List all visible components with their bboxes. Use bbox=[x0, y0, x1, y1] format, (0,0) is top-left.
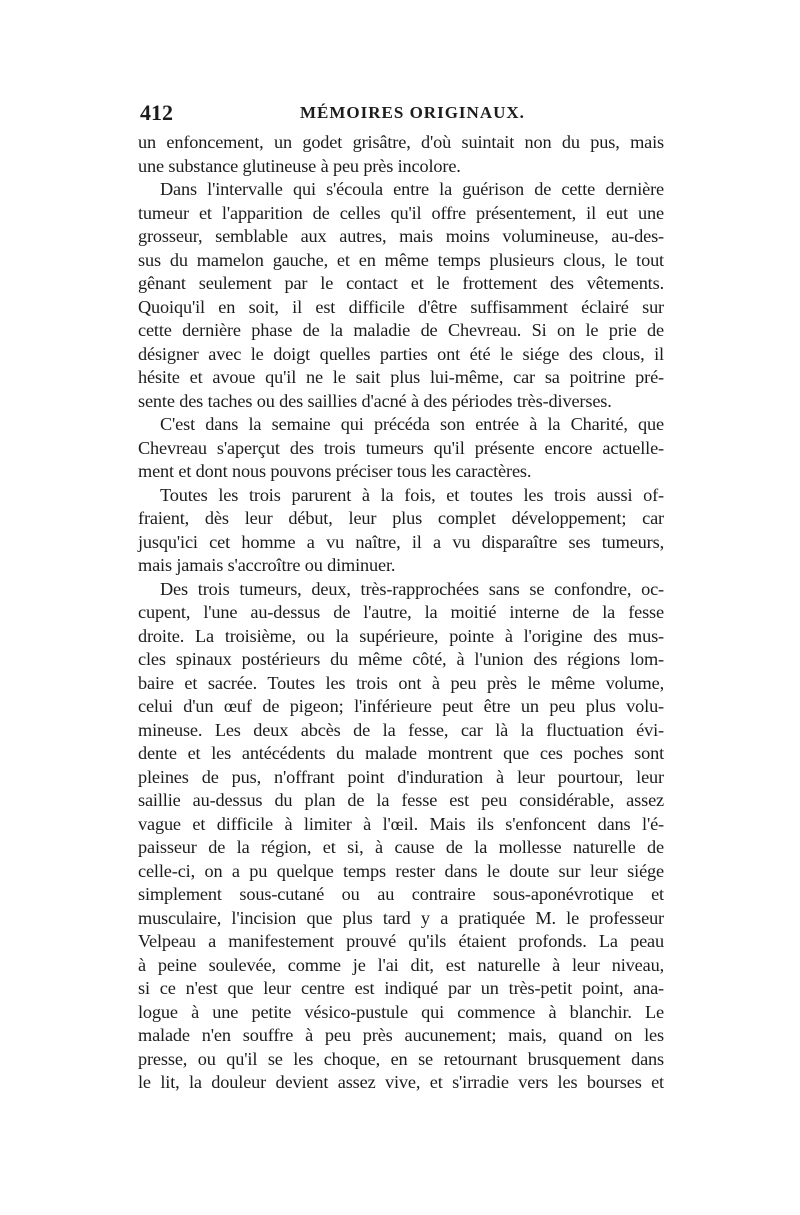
text-line: logue à une petite vésico-pustule qui commence à blanchir. Le bbox=[138, 1001, 664, 1022]
text-line: hésite et avoue qu'il ne le sait plus lui-même, car sa poitrine pré- bbox=[138, 367, 664, 387]
text-line: tumeur et l'apparition de celles qu'il offre présentement, il eut une bbox=[138, 202, 664, 223]
text-line: C'est dans la semaine qui précéda son entrée à la Charité, que bbox=[160, 414, 664, 434]
text-line: cette dernière phase de la maladie de Chevreau. Si on le prie de bbox=[138, 320, 664, 340]
text-line: un enfoncement, un godet grisâtre, d'où suintait non du pus, mais bbox=[138, 132, 664, 152]
body-text bbox=[138, 131, 664, 1095]
text-line: droite. La troisième, ou la supérieure, pointe à l'origine des mus- bbox=[138, 625, 664, 646]
text-line: pleines de pus, n'offrant point d'induration à leur pourtour, leur bbox=[138, 766, 664, 787]
text-line: désigner avec le doigt quelles parties ont été le siége des clous, il bbox=[138, 343, 664, 364]
text-line: Velpeau a manifestement prouvé qu'ils étaient profonds. La peau bbox=[138, 931, 664, 951]
running-title: MÉMOIRES ORIGINAUX. bbox=[300, 103, 525, 122]
text-line: dente et les antécédents du malade montrent que ces poches sont bbox=[138, 743, 664, 763]
text-line: malade n'en souffre à peu près aucunement; mais, quand on les bbox=[138, 1025, 664, 1045]
text-line: cles spinaux postérieurs du même côté, à l'union des régions lom- bbox=[138, 649, 664, 669]
text-line: presse, ou qu'il se les choque, en se retournant brusquement dans bbox=[138, 1048, 664, 1069]
text-line: à peine soulevée, comme je l'ai dit, est naturelle à leur niveau, bbox=[138, 954, 664, 975]
text-line: Dans l'intervalle qui s'écoula entre la guérison de cette dernière bbox=[160, 179, 664, 199]
text-line: si ce n'est que leur centre est indiqué par un très-petit point, ana- bbox=[138, 978, 664, 998]
text-line: cupent, l'une au-dessus de l'autre, la moitié interne de la fesse bbox=[138, 602, 664, 622]
text-line: paisseur de la région, et si, à cause de la mollesse naturelle de bbox=[138, 837, 664, 857]
text-line: baire et sacrée. Toutes les trois ont à peu près le même volume, bbox=[138, 672, 664, 693]
text-line: sus du mamelon gauche, et en même temps plusieurs clous, le tout bbox=[138, 249, 664, 270]
text-line: musculaire, l'incision que plus tard y a pratiquée M. le professeur bbox=[138, 907, 664, 928]
text-line: le lit, la douleur devient assez vive, et s'irradie vers les bourses et bbox=[138, 1072, 664, 1092]
text-line: Toutes les trois parurent à la fois, et toutes les trois aussi of- bbox=[160, 484, 664, 505]
text-line: fraient, dès leur début, leur plus complet développement; car bbox=[138, 508, 664, 528]
text-line: mineuse. Les deux abcès de la fesse, car là la fluctuation évi- bbox=[138, 719, 664, 740]
text-line: gênant seulement par le contact et le frottement des vêtements. bbox=[138, 273, 664, 293]
text-line: celle-ci, on a pu quelque temps rester dans le doute sur leur siége bbox=[138, 860, 664, 881]
text-line: Quoiqu'il en soit, il est difficile d'être suffisamment éclairé sur bbox=[138, 296, 664, 317]
page-number: 412 bbox=[140, 100, 173, 125]
text-line: Des trois tumeurs, deux, très-rapprochées sans se confondre, oc- bbox=[160, 578, 664, 599]
text-line: mais jamais s'accroître ou diminuer. bbox=[138, 555, 396, 575]
page-header bbox=[140, 100, 660, 128]
text-line: vague et difficile à limiter à l'œil. Mais ils s'enfoncent dans l'é- bbox=[138, 813, 664, 834]
text-line: jusqu'ici cet homme a vu naître, il a vu disparaître ses tumeurs, bbox=[138, 531, 664, 552]
text-line: ment et dont nous pouvons préciser tous les caractères. bbox=[138, 461, 532, 481]
text-line: saillie au-dessus du plan de la fesse est peu considérable, assez bbox=[138, 790, 664, 810]
text-line: simplement sous-cutané ou au contraire sous-aponévrotique et bbox=[138, 884, 664, 904]
text-line: une substance glutineuse à peu près incolore. bbox=[138, 155, 461, 176]
text-line: grosseur, semblable aux autres, mais moins volumineuse, au-des- bbox=[138, 226, 664, 246]
text-line: celui d'un œuf de pigeon; l'inférieure peut être un peu plus volu- bbox=[138, 696, 664, 716]
text-line: sente des taches ou des saillies d'acné à des périodes très-diverses. bbox=[138, 390, 612, 411]
text-line: Chevreau s'aperçut des trois tumeurs qu'il présente encore actuelle- bbox=[138, 437, 664, 458]
